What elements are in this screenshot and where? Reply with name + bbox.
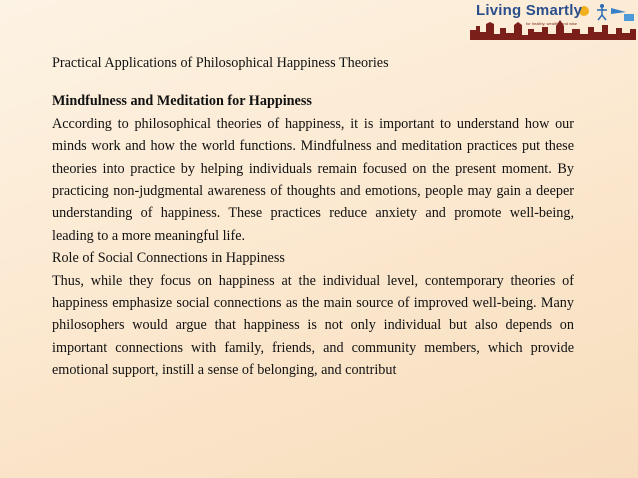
paragraph-social-connections: Thus, while they focus on happiness at the individual level, contemporary theories of happiness emphasize social connections as the main source of improved well-being. Many philosophers would argue that happiness is not only individual but also depends on important connections with family, friends, and community members, which provide emotional support, instill a sense of belonging, and contribut [52, 272, 574, 379]
document-body [52, 52, 574, 382]
section-heading-social-connections: Role of Social Connections in Happiness [52, 250, 285, 267]
logo-tagline: for healthy, wealthy and wise [526, 21, 578, 26]
page-title: Practical Applications of Philosophical Happiness Theories [52, 55, 389, 71]
logo-wordmark: Living Smartly [476, 2, 583, 19]
living-smartly-logo [466, 0, 638, 44]
section-heading-mindfulness: Mindfulness and Meditation for Happiness [52, 93, 312, 110]
paragraph-mindfulness: According to philosophical theories of happiness, it is important to understand how our minds work and how the world functions. Mindfulness and meditation practices put these theories into practice by helping individuals remain focused on the present moment. By practicing non-judgmental awareness of thoughts and emotions, people may gain a deeper understanding of happiness. These practices reduce anxiety and promote well-being, leading to a more meaningful life. [52, 115, 574, 244]
